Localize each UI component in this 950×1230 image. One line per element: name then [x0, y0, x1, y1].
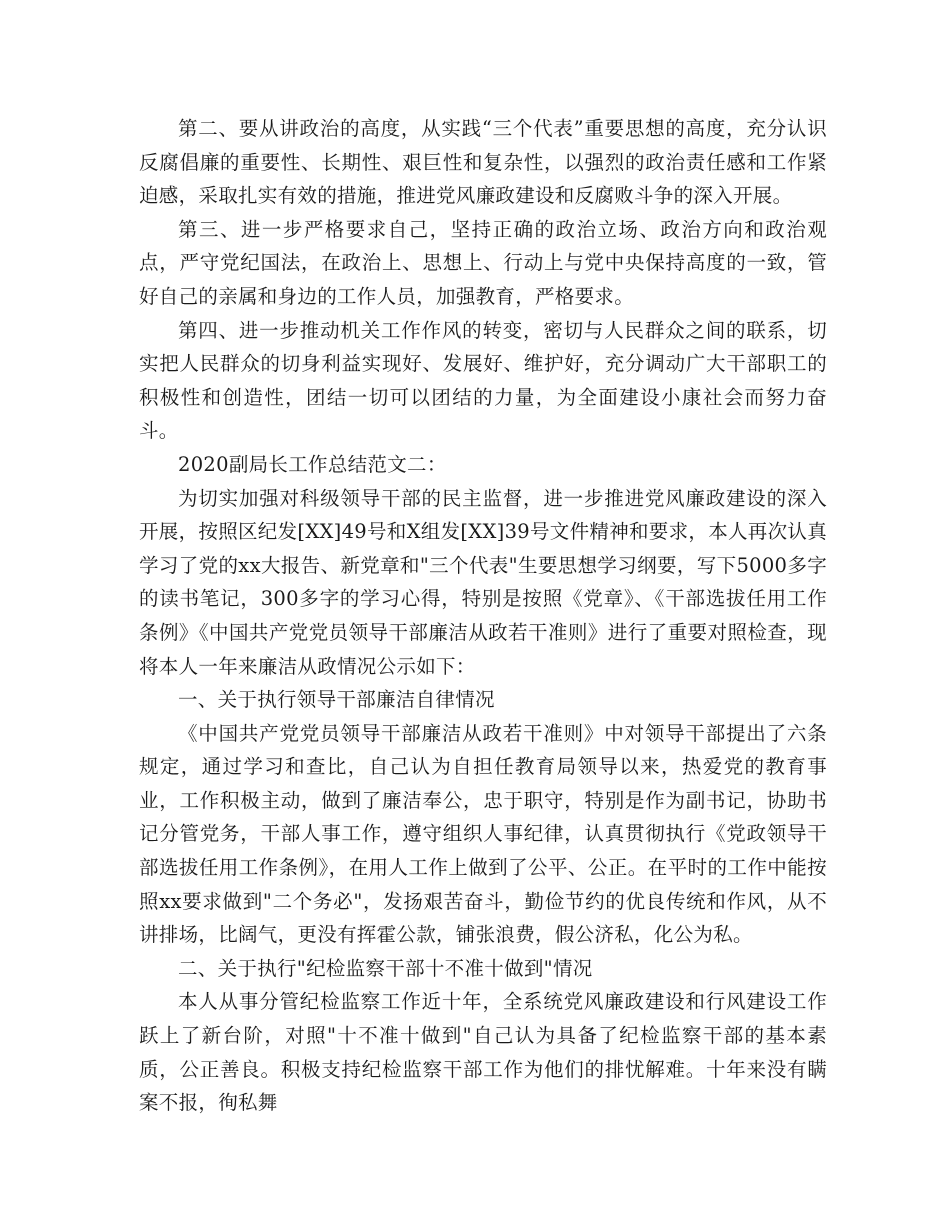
- section-heading-sample-two: 2020副局长工作总结范文二：: [178, 452, 447, 476]
- paragraph-ten-rules: 本人从事分管纪检监察工作近十年，全系统党风廉政建设和行风建设工作跃上了新台阶，对照"十不准十做到"自己认为具备了纪检监察干部的基本素质，公正善良。积极支持纪检监察干部工作为他们的排忧解难。十年来没有瞒案不报，徇私舞: [139, 990, 827, 1115]
- paragraph-third-point: 第三、进一步严格要求自己，坚持正确的政治立场、政治方向和政治观点，严守党纪国法，在政治上、思想上、行动上与党中央保持高度的一致，管好自己的亲属和身边的工作人员，加强教育，严格要求。: [139, 217, 827, 308]
- document-page: [139, 112, 827, 1120]
- paragraph-fourth-point: 第四、进一步推动机关工作作风的转变，密切与人民群众之间的联系，切实把人民群众的切身利益实现好、发展好、维护好，充分调动广大干部职工的积极性和创造性，团结一切可以团结的力量，为全面建设小康社会而努力奋斗。: [139, 318, 827, 443]
- section-heading-self-discipline: 一、关于执行领导干部廉洁自律情况: [178, 688, 495, 712]
- section-heading-ten-rules: 二、关于执行"纪检监察干部十不准十做到"情况: [178, 956, 593, 980]
- paragraph-self-discipline: 《中国共产党党员领导干部廉洁从政若干准则》中对领导干部提出了六条规定，通过学习和查比，自己认为自担任教育局领导以来，热爱党的教育事业，工作积极主动，做到了廉洁奉公，忠于职守，特别是作为副书记，协助书记分管党务，干部人事工作，遵守组织人事纪律，认真贯彻执行《党政领导干部选拔任用工作条例》，在用人工作上做到了公平、公正。在平时的工作中能按照xx要求做到"二个务必"，发扬艰苦奋斗，勤俭节约的优良传统和作风，从不讲排场，比阔气，更没有挥霍公款，铺张浪费，假公济私，化公为私。: [139, 721, 827, 947]
- paragraph-introduction: 为切实加强对科级领导干部的民主监督，进一步推进党风廉政建设的深入开展，按照区纪发[XX]49号和X组发[XX]39号文件精神和要求，本人再次认真学习了党的xx大报告、新党章和"三个代表"生要思想学习纲要，写下5000多字的读书笔记，300多字的学习心得，特别是按照《党章》、《干部选拔任用工作条例》《中国共产党党员领导干部廉洁从政若干准则》进行了重要对照检查，现将本人一年来廉洁从政情况公示如下：: [139, 486, 827, 678]
- paragraph-second-point: 第二、要从讲政治的高度，从实践“三个代表”重要思想的高度，充分认识反腐倡廉的重要性、长期性、艰巨性和复杂性，以强烈的政治责任感和工作紧迫感，采取扎实有效的措施，推进党风廉政建设和反腐败斗争的深入开展。: [139, 117, 827, 208]
